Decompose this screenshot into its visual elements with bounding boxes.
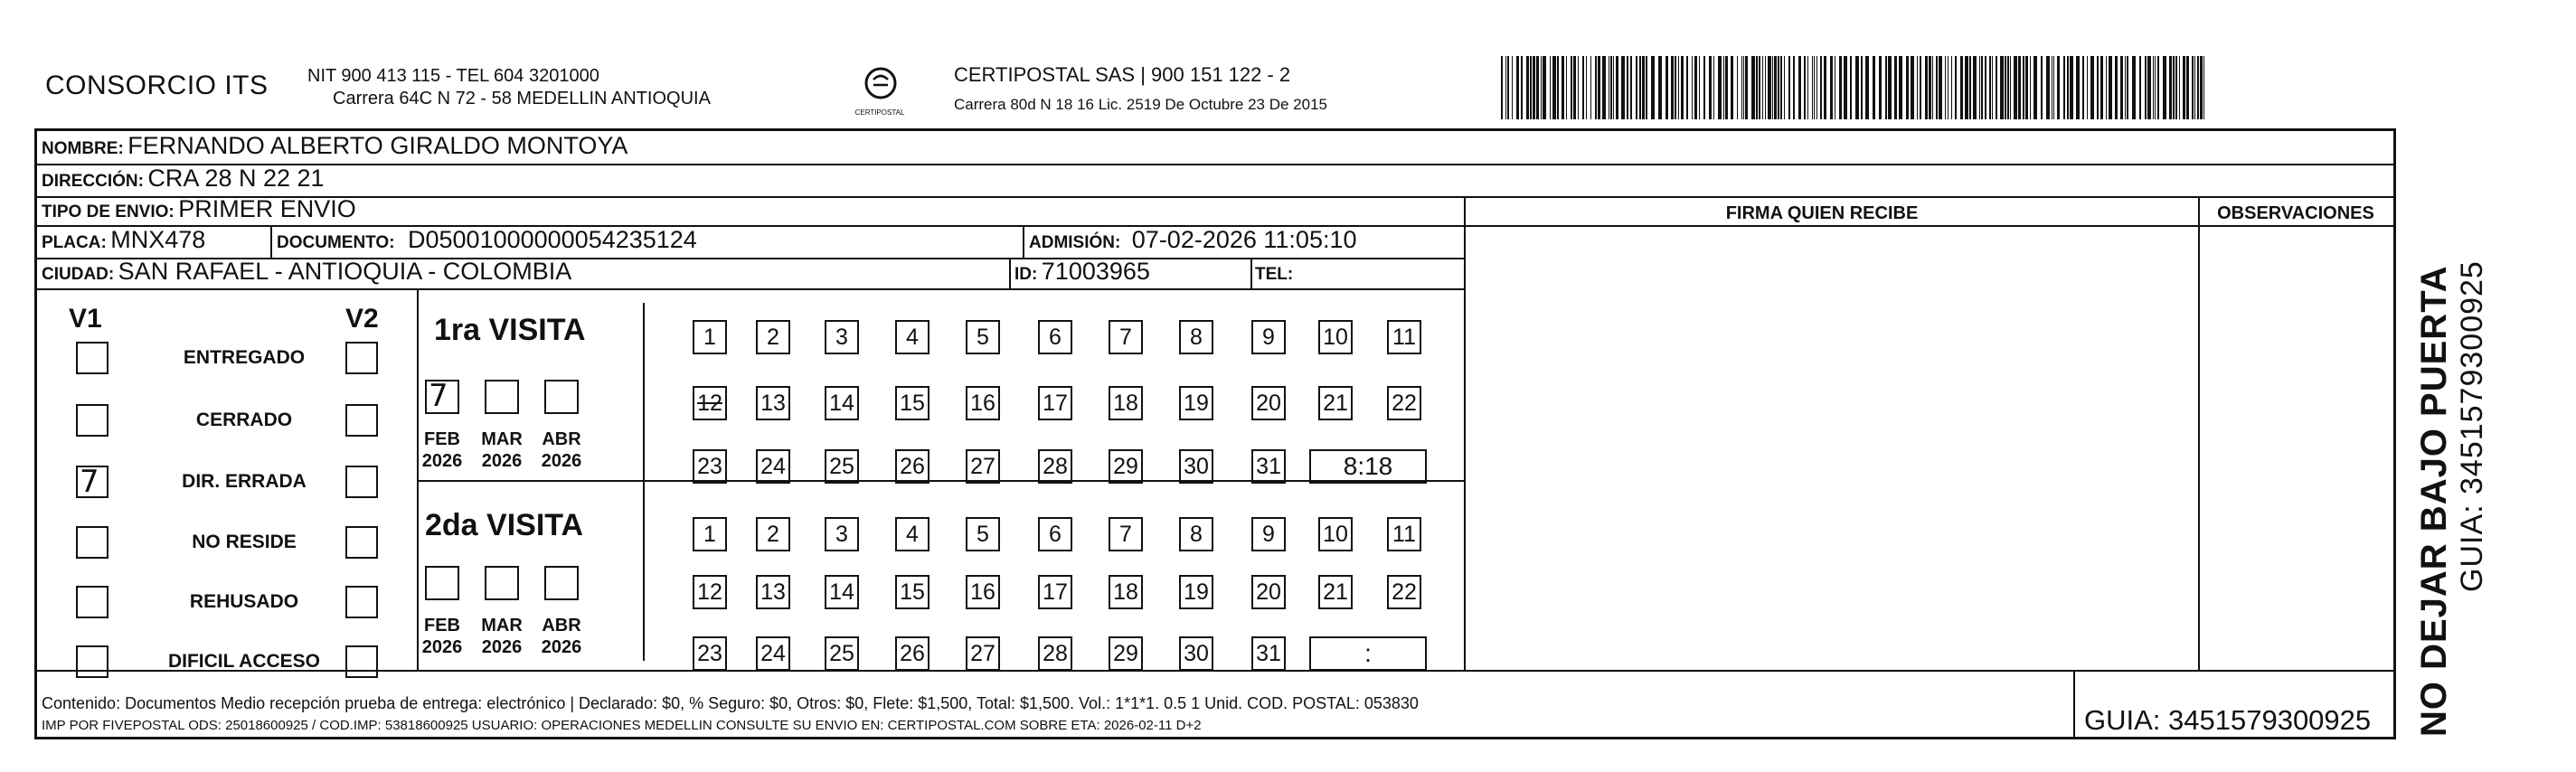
tel-row [1255,258,1293,289]
day-box[interactable]: 22 [1387,575,1421,609]
v1-checkbox[interactable] [76,526,109,559]
day-box[interactable]: 23 [693,449,727,484]
time-box[interactable]: 8:18 [1309,449,1427,484]
day-box[interactable]: 19 [1179,575,1213,609]
day-box[interactable]: 5 [966,320,1000,354]
barcode [1501,56,2206,119]
v1-checkbox[interactable] [76,586,109,618]
day-box[interactable]: 16 [966,386,1000,420]
month-year: 2026 [541,451,582,471]
day-box[interactable]: 27 [966,449,1000,484]
month-label [415,615,469,658]
status-label: REHUSADO [189,591,299,612]
documento-value: D05001000000054235124 [408,226,697,253]
v1-header: V1 [69,304,102,334]
day-box[interactable]: 26 [895,449,929,484]
month-label [475,428,529,472]
month-checkbox[interactable] [425,380,459,414]
day-box[interactable]: 16 [966,575,1000,609]
company-nit: NIT 900 413 115 - TEL 604 3201000 [307,66,599,86]
day-box[interactable]: 7 [1109,517,1143,551]
admision-label: ADMISIÓN: [1029,233,1121,252]
nombre-row [42,132,627,164]
v2-checkbox[interactable] [345,526,378,559]
day-box[interactable]: 29 [1109,636,1143,671]
month-name: FEB [424,429,460,449]
day-box[interactable]: 25 [825,449,859,484]
day-box[interactable]: 26 [895,636,929,671]
month-year: 2026 [421,451,463,471]
month-checkbox[interactable] [544,380,579,414]
company-address: Carrera 64C N 72 - 58 MEDELLIN ANTIOQUIA [333,89,711,108]
no-dejar-text: NO DEJAR BAJO PUERTA [2414,265,2454,737]
v1-checkbox[interactable] [76,342,109,374]
nombre-value: FERNANDO ALBERTO GIRALDO MONTOYA [127,132,628,159]
day-box[interactable]: 8 [1179,517,1213,551]
day-box[interactable]: 20 [1251,575,1286,609]
day-box[interactable]: 14 [825,575,859,609]
admision-value: 07-02-2026 11:05:10 [1131,226,1357,253]
v2-header: V2 [345,304,379,334]
direccion-label: DIRECCIÓN: [42,172,144,191]
day-box[interactable]: 17 [1038,386,1072,420]
placa-value: MNX478 [110,226,206,253]
month-checkbox[interactable] [425,566,459,600]
day-box[interactable]: 11 [1387,517,1421,551]
direccion-row [42,165,325,196]
day-box[interactable]: 1 [693,517,727,551]
month-label [534,428,589,472]
day-box[interactable]: 15 [895,575,929,609]
month-year: 2026 [541,637,582,657]
documento-label: DOCUMENTO: [277,233,395,252]
time-box[interactable]: : [1309,636,1427,671]
month-year: 2026 [421,637,463,657]
day-box[interactable]: 10 [1318,320,1353,354]
placa-label: PLACA: [42,233,107,252]
company-name: CONSORCIO ITS [45,71,269,100]
day-box[interactable]: 20 [1251,386,1286,420]
documento-row [277,226,697,258]
month-label [415,428,469,472]
ciudad-label: CIUDAD: [42,265,115,284]
certipostal-seal-icon [857,61,904,108]
day-box[interactable]: 11 [1387,320,1421,354]
day-box[interactable]: 23 [693,636,727,671]
day-box[interactable]: 7 [1109,320,1143,354]
month-checkbox[interactable] [485,380,519,414]
footer-print-info: IMP POR FIVEPOSTAL ODS: 25018600925 / COD.IMP: 53818600925 USUARIO: OPERACIONES MEDELLIN CONSULTE SU ENVIO EN: CERTIPOSTAL.COM SOBRE ETA: 2026-02-11 D+2 [42,718,1202,733]
month-checkbox[interactable] [544,566,579,600]
status-label: NO RESIDE [192,532,297,552]
day-box[interactable]: 5 [966,517,1000,551]
nombre-label: NOMBRE: [42,139,124,158]
day-box[interactable]: 4 [895,320,929,354]
v2-checkbox[interactable] [345,586,378,618]
day-box[interactable]: 6 [1038,517,1072,551]
day-box[interactable]: 2 [756,517,790,551]
day-box[interactable]: 30 [1179,449,1213,484]
day-box[interactable]: 31 [1251,636,1286,671]
side-guia-text: GUIA: 3451579300925 [2455,260,2489,592]
signature-title: FIRMA QUIEN RECIBE [1725,203,1919,223]
day-box[interactable]: 24 [756,449,790,484]
month-name: ABR [542,616,581,635]
day-box[interactable]: 12 [693,575,727,609]
v1-checkbox[interactable] [76,466,109,498]
seal-caption: CERTIPOSTAL [854,108,905,117]
status-label: DIR. ERRADA [182,471,307,492]
tel-label: TEL: [1255,265,1294,284]
id-label: ID: [1014,265,1038,284]
day-box[interactable]: 14 [825,386,859,420]
day-box[interactable]: 13 [756,386,790,420]
day-box[interactable]: 9 [1251,320,1286,354]
day-box[interactable]: 27 [966,636,1000,671]
v1-checkbox[interactable] [76,645,109,678]
id-row [1014,258,1150,289]
status-label: DIFICIL ACCESO [167,651,320,672]
courier-address: Carrera 80d N 18 16 Lic. 2519 De Octubre 23 De 2015 [954,96,1327,113]
month-name: MAR [481,429,523,449]
footer-contents: Contenido: Documentos Medio recepción prueba de entrega: electrónico | Declarado: $0, % Seguro: $0, Otros: $0, Flete: $1,500, Total: $1,500. Vol.: 1*1*1. 0.5 1 Unid. COD. POSTAL: 053830 [42,694,1419,712]
month-label [475,615,529,658]
month-label [534,615,589,658]
ciudad-value: SAN RAFAEL - ANTIOQUIA - COLOMBIA [118,258,572,285]
day-box[interactable]: 9 [1251,517,1286,551]
day-box[interactable]: 3 [825,320,859,354]
day-box[interactable]: 24 [756,636,790,671]
tipo-label: TIPO DE ENVIO: [42,202,175,221]
second-visit-title: 2da VISITA [425,508,584,542]
month-year: 2026 [481,637,523,657]
day-box[interactable]: 28 [1038,449,1072,484]
day-box[interactable]: 15 [895,386,929,420]
day-box[interactable]: 21 [1318,575,1353,609]
status-label: ENTREGADO [183,347,306,368]
hand-mark: 7 [80,464,99,500]
day-box[interactable]: 22 [1387,386,1421,420]
status-label: CERRADO [195,410,293,430]
ciudad-row [42,258,571,289]
month-name: MAR [481,616,523,635]
day-box[interactable]: 8 [1179,320,1213,354]
first-visit-title: 1ra VISITA [434,313,586,347]
hand-mark: 7 [429,378,448,414]
month-name: FEB [424,616,460,635]
v2-checkbox[interactable] [345,466,378,498]
day-box[interactable]: 2 [756,320,790,354]
v1-checkbox[interactable] [76,404,109,437]
day-box[interactable]: 13 [756,575,790,609]
day-box[interactable]: 18 [1109,575,1143,609]
v2-checkbox[interactable] [345,404,378,437]
day-box[interactable]: 10 [1318,517,1353,551]
tipo-value: PRIMER ENVIO [178,195,356,222]
day-box[interactable]: 4 [895,517,929,551]
day-box[interactable]: 30 [1179,636,1213,671]
day-box[interactable]: 31 [1251,449,1286,484]
day-box[interactable]: 6 [1038,320,1072,354]
v2-checkbox[interactable] [345,342,378,374]
direccion-value: CRA 28 N 22 21 [147,165,325,192]
day-box[interactable]: 18 [1109,386,1143,420]
day-box[interactable]: 12 [693,386,727,420]
day-box[interactable]: 25 [825,636,859,671]
guia-number: GUIA: 3451579300925 [2084,704,2372,736]
tipo-row [42,195,356,227]
day-box[interactable]: 1 [693,320,727,354]
day-box[interactable]: 3 [825,517,859,551]
day-box[interactable]: 21 [1318,386,1353,420]
month-checkbox[interactable] [485,566,519,600]
id-value: 71003965 [1041,258,1150,285]
day-box[interactable]: 17 [1038,575,1072,609]
month-name: ABR [542,429,581,449]
day-box[interactable]: 29 [1109,449,1143,484]
day-box[interactable]: 28 [1038,636,1072,671]
day-box[interactable]: 19 [1179,386,1213,420]
observations-title: OBSERVACIONES [2217,203,2374,223]
side-notice [2414,260,2490,737]
placa-row [42,226,205,258]
courier-name: CERTIPOSTAL SAS | 900 151 122 - 2 [954,63,1291,86]
month-year: 2026 [481,451,523,471]
v2-checkbox[interactable] [345,645,378,678]
admision-row [1029,226,1357,258]
